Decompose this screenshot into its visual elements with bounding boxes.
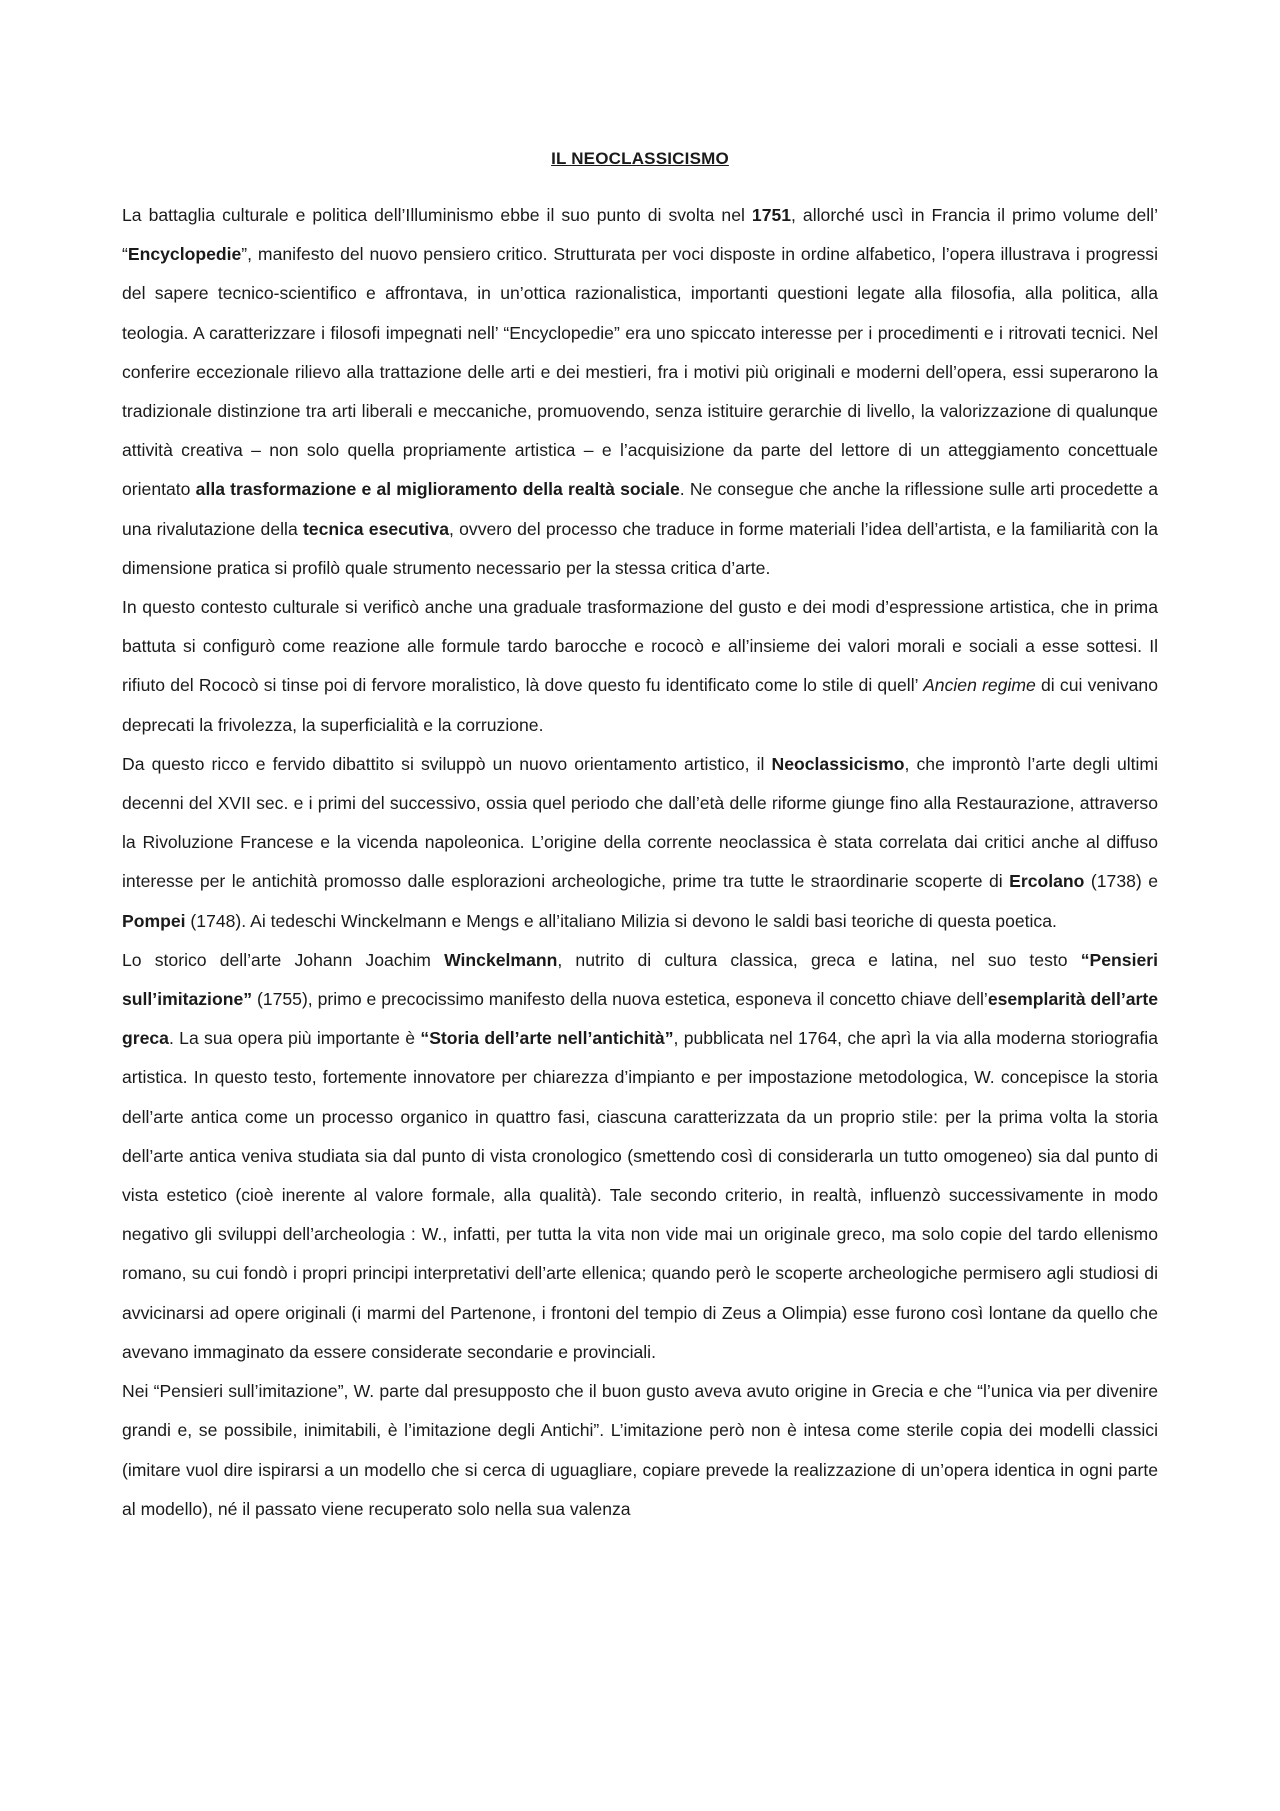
text-run: La battaglia culturale e politica dell’Illuminismo ebbe il suo punto di svolta nel [122,205,752,225]
text-run: , nutrito di cultura classica, greca e latina, nel suo testo [557,949,1081,970]
text-run: (1755), primo e precocissimo manifesto della nuova estetica, esponeva il concetto chiave dell’ [252,989,988,1010]
bold-text: alla trasformazione e al miglioramento della realtà sociale [195,479,680,500]
text-run: , ovvero del processo che traduce in forme materiali l’idea dell’artista, e la familiarità con la dimensione pratica si profilò quale strumento necessario per la stessa critica d’arte. [122,518,1159,578]
document-title: IL NEOCLASSICISMO [551,149,729,168]
bold-text: tecnica esecutiva [302,518,450,539]
text-run: ”, manifesto del nuovo pensiero critico. Strutturata per voci disposte in ordine alfabetico, l’opera illustrava i progressi del sapere tecnico-scientifico e affrontava, in un’ottica razionalistica, importanti questioni legate alla filosofia, alla politica, alla teologia. A caratterizzare i filosofi impegnati nell’ “Encyclopedie” era uno spiccato interesse per i procedimenti e i ritrovati tecnici. Nel conferire eccezionale rilievo alla trattazione delle arti e dei mestieri, fra i motivi più originali e moderni dell’opera, essi superarono la tradizionale distinzione tra arti liberali e meccaniche, promuovendo, senza istituire gerarchie di livello, la valorizzazione di qualunque attività creativa – non solo quella propriamente artistica – e l’acquisizione da parte del lettore di un atteggiamento concettuale orientato [122,244,1158,500]
italic-text: Ancien regime [923,675,1036,696]
text-run: Nei “Pensieri sull’imitazione”, W. parte dal presupposto che il buon gusto aveva avuto origine in Grecia e che “l’unica via per divenire grandi e, se possibile, inimitabili, è l’imitazione degli Antichi”. L’imitazione però non è intesa come sterile copia dei modelli classici (imitare vuol dire ispirarsi a un modello che si cerca di uguagliare, copiare prevede la realizzazione di un’opera identica in ogni parte al modello), né il passato viene recuperato solo nella sua valenza [122,1381,1158,1519]
paragraph [122,588,1158,745]
document-page [122,148,1158,1529]
text-run: di cui venivano deprecati la frivolezza, la superficialità e la corruzione. [122,675,1158,735]
text-run: , allorché uscì in Francia il primo volume dell’ “ [122,205,1158,265]
bold-text: Pompei [122,910,186,931]
text-run: , pubblicata nel 1764, che aprì la via alla moderna storiografia artistica. In questo testo, fortemente innovatore per chiarezza d’impianto e per impostazione metodologica, W. concepisce la storia dell’arte antica come un processo organico in quattro fasi, ciascuna caratterizzata da un proprio stile: per la prima volta la storia dell’arte antica veniva studiata sia dal punto di vista cronologico (smettendo così di considerarla un tutto omogeneo) sia dal punto di vista estetico (cioè inerente al valore formale, alla qualità). Tale secondo criterio, in realtà, influenzò successivamente in modo negativo gli sviluppi dell’archeologia : W., infatti, per tutta la vita non vide mai un originale greco, ma solo copie del tardo ellenismo romano, su cui fondò i propri principi interpretativi dell’arte ellenica; quando però le scoperte archeologiche permisero agli studiosi di avvicinarsi ad opere originali (i marmi del Partenone, i frontoni del tempio di Zeus a Olimpia) esse furono così lontane da quello che avevano immaginato da essere considerate secondarie e provinciali. [122,1028,1158,1362]
text-run: In questo contesto culturale si verificò anche una graduale trasformazione del gusto e dei modi d’espressione artistica, che in prima battuta si configurò come reazione alle formule tardo barocche e rococò e all’insieme dei valori morali e sociali a esse sottesi. Il rifiuto del Rococò si tinse poi di fervore moralistico, là dove questo fu identificato come lo stile di quell’ [122,597,1158,696]
text-run: (1738) e [1084,871,1158,892]
bold-text: Neoclassicismo [771,753,905,774]
text-run: . La sua opera più importante è [168,1028,421,1049]
paragraph [122,745,1158,941]
bold-text: 1751 [751,205,792,225]
bold-text: Encyclopedie [127,244,242,265]
bold-text: “Pensieri sull’imitazione” [122,949,1158,1010]
bold-text: Ercolano [1009,871,1085,892]
text-run: Lo storico dell’arte Johann Joachim [122,949,445,970]
bold-text: “Storia dell’arte nell’antichità” [420,1028,674,1049]
bold-text: Winckelmann [444,949,558,970]
text-run: , che improntò l’arte degli ultimi decenni del XVII sec. e i primi del successivo, ossia quel periodo che dall’età delle riforme giunge fino alla Restaurazione, attraverso la Rivoluzione Francese e la vicenda napoleonica. L’origine della corrente neoclassica è stata correlata dai critici anche al diffuso interesse per le antichità promosso dalle esplorazioni archeologiche, prime tra tutte le straordinarie scoperte di [122,753,1159,892]
paragraph [122,196,1158,588]
text-run: . Ne consegue che anche la riflessione sulle arti procedette a una rivalutazione della [122,479,1158,539]
text-run: (1748). Ai tedeschi Winckelmann e Mengs e all’italiano Milizia si devono le saldi basi teoriche di questa poetica. [185,910,1057,931]
bold-text: esemplarità dell’arte greca [122,989,1158,1049]
document-body [122,196,1158,1529]
text-run: Da questo ricco e fervido dibattito si sviluppò un nuovo orientamento artistico, il [122,753,772,774]
paragraph [122,1372,1158,1529]
paragraph [122,941,1158,1372]
